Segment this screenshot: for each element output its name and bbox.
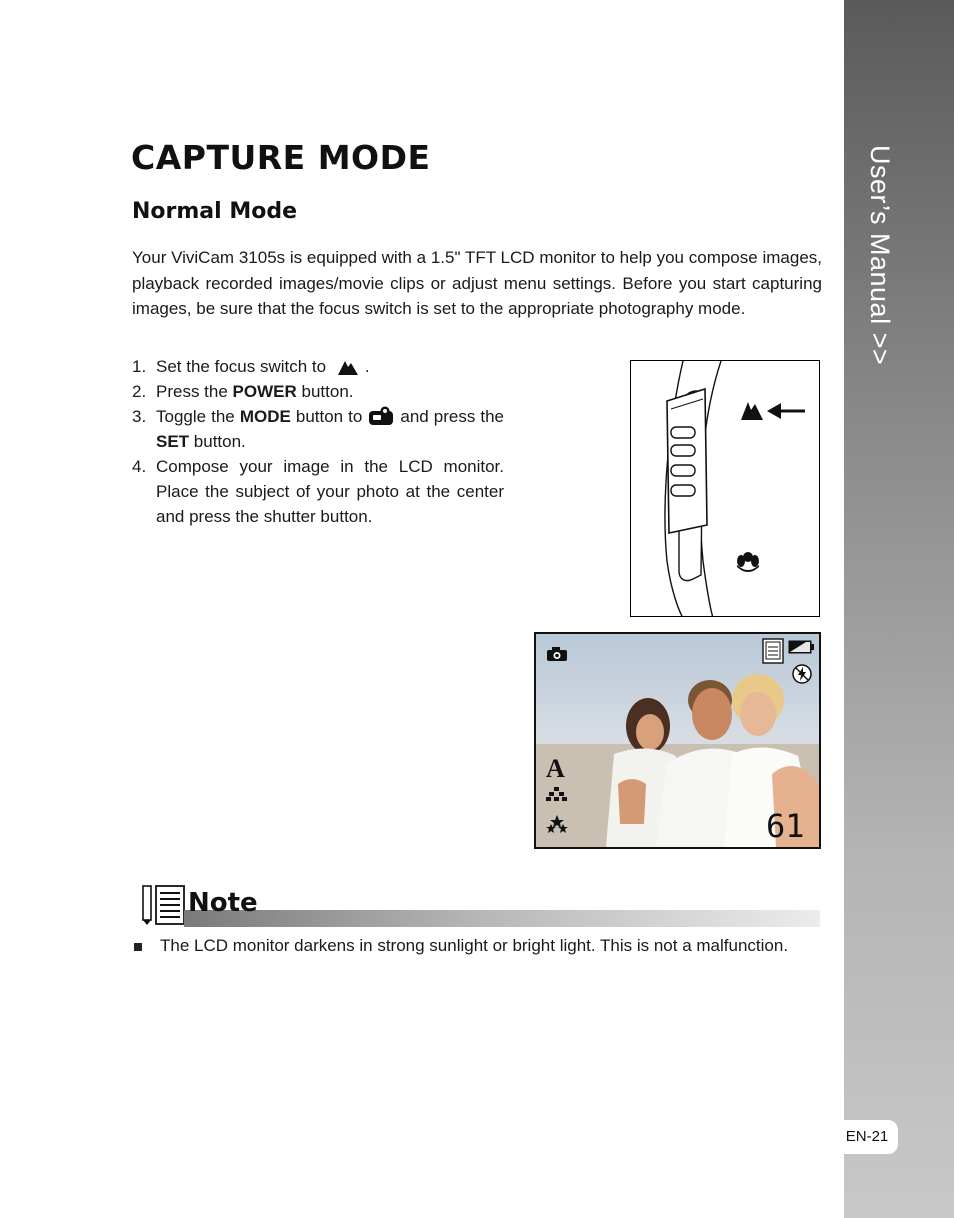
- macro-flower-icon: [737, 552, 759, 572]
- sidebar-title: User’s Manual >>: [865, 145, 895, 366]
- quality-icon: [546, 786, 568, 802]
- note-header: [134, 884, 821, 930]
- camera-mode-icon: [368, 406, 394, 426]
- lcd-preview: [534, 632, 821, 849]
- camera-mode-icon: [546, 646, 568, 662]
- step-list: [132, 354, 504, 529]
- stars-quality-icon: [546, 814, 568, 834]
- flash-off-icon: [791, 663, 813, 685]
- step-2: 2. Press the POWER button.: [132, 382, 354, 401]
- auto-wb-icon: A: [546, 754, 565, 783]
- bullet-square-icon: [134, 943, 142, 951]
- note-list: [132, 933, 822, 959]
- focus-switch-illustration: [630, 360, 820, 617]
- note-notepad-icon: [142, 884, 186, 926]
- mountain-icon: [741, 402, 763, 420]
- page-title: CAPTURE MODE: [131, 138, 431, 177]
- mountain-icon: [337, 358, 359, 376]
- arrow-left-icon: [767, 403, 805, 419]
- note-item: The LCD monitor darkens in strong sunlight or bright light. This is not a malfunction.: [132, 933, 822, 959]
- note-title: Note: [188, 888, 258, 918]
- page-number: EN-21: [836, 1120, 898, 1154]
- intro-paragraph: Your ViviCam 3105s is equipped with a 1.5" TFT LCD monitor to help you compose images, playback recorded images/movie clips or adjust menu settings. Before you start capturing images, be sure that the focus switch is set to the appropriate photography mode.: [132, 248, 822, 318]
- step-4: 4. Compose your image in the LCD monitor. Place the subject of your photo at the center and press the shutter button.: [132, 457, 504, 526]
- step-1: 1. Set the focus switch to .: [132, 357, 370, 376]
- image-size-icon: [762, 638, 784, 664]
- shots-remaining: 61: [766, 807, 805, 845]
- battery-icon: [788, 640, 814, 654]
- step-3: 3. Toggle the MODE button to and press the SET button.: [132, 407, 505, 451]
- focus-switch-drawing: [631, 361, 820, 617]
- note-divider-bar: [184, 910, 820, 927]
- section-title: Normal Mode: [132, 199, 298, 224]
